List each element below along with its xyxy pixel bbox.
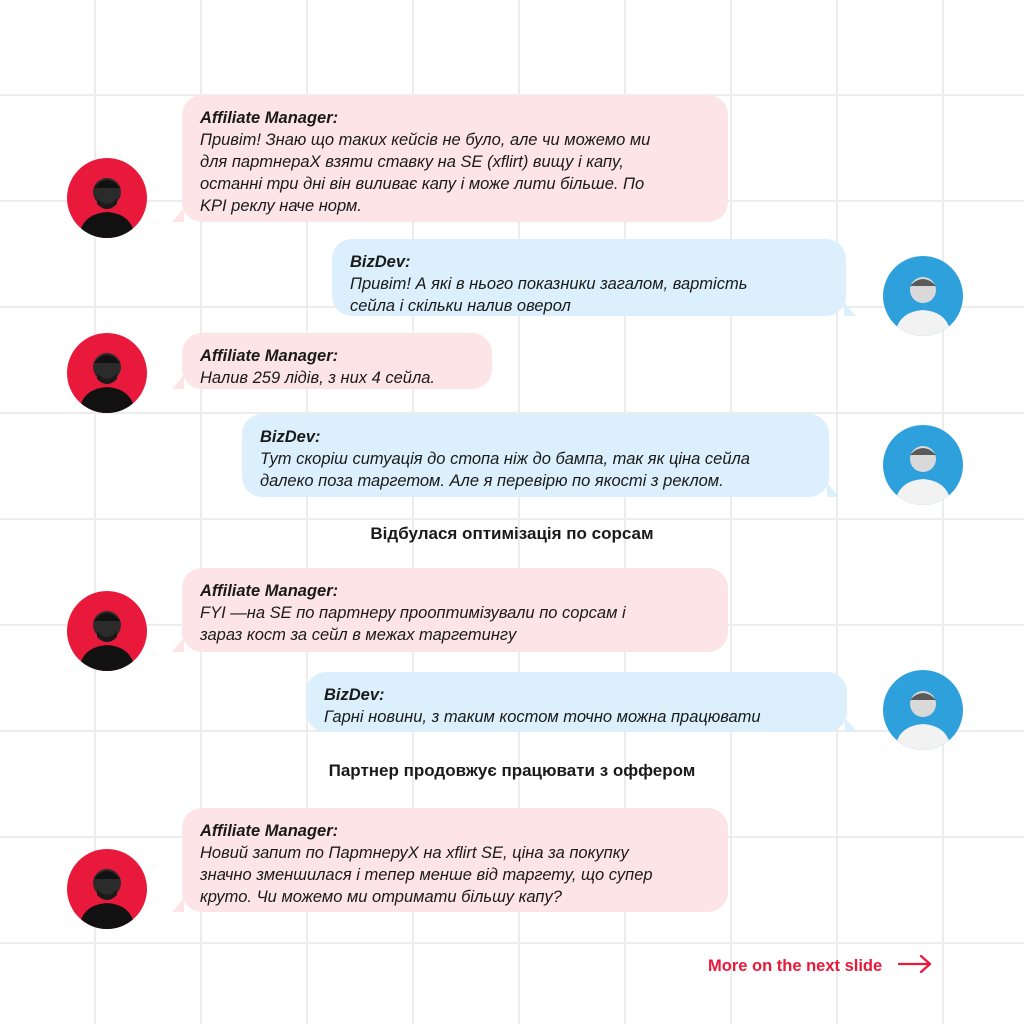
- message-bubble: [306, 672, 847, 732]
- message-sender: Affiliate Manager:: [200, 582, 339, 600]
- message-text: Привіт! А які в нього показники загалом, вартість сейла і скільки налив оверол: [350, 275, 748, 315]
- affiliate-manager-avatar: [67, 591, 147, 671]
- bizdev-avatar: [883, 256, 963, 336]
- message-text: Привіт! Знаю що таких кейсів не було, але чи можемо ми для партнераX взяти ставку на SE (xflirt) вищу і капу, останні три дні він виливає капу і може лити більше. По KPI реклу наче норм.: [200, 131, 651, 215]
- message-text: Новий запит по ПартнеруX на xflirt SE, ціна за покупку значно зменшилася і тепер менше від таргету, що супер круто. Чи можемо ми отримати більшу капу?: [200, 844, 653, 906]
- message-bubble: [242, 414, 829, 497]
- message-bubble: [182, 808, 728, 912]
- message-text: FYI —на SE по партнеру прооптимізували по сорсам і зараз кост за сейл в межах таргетингу: [200, 604, 626, 644]
- message-sender: Affiliate Manager:: [200, 109, 339, 127]
- event-caption: Партнер продовжує працювати з оффером: [328, 761, 696, 780]
- message-sender: Affiliate Manager:: [200, 347, 339, 365]
- affiliate-manager-avatar: [67, 849, 147, 929]
- message-bubble: [332, 239, 846, 316]
- next-slide-link[interactable]: [708, 955, 932, 978]
- message-text: Тут скоріш ситуація до стопа ніж до бампа, так як ціна сейла далеко поза таргетом. Але я перевірю по якості з реклом.: [260, 450, 750, 490]
- affiliate-manager-avatar: [67, 333, 147, 413]
- message-bubble: [182, 333, 492, 389]
- message-text: Налив 259 лідів, з них 4 сейла.: [200, 369, 436, 387]
- arrow-right-icon: [898, 955, 932, 978]
- message-bubble: [182, 568, 728, 652]
- message-sender: BizDev:: [350, 253, 411, 271]
- affiliate-manager-avatar: [67, 158, 147, 238]
- bizdev-avatar: [883, 425, 963, 505]
- next-slide-label: More on the next slide: [708, 957, 883, 975]
- message-text: Гарні новини, з таким костом точно можна працювати: [324, 708, 761, 726]
- message-sender: BizDev:: [324, 686, 385, 704]
- event-caption: Відбулася оптимізація по сорсам: [370, 524, 654, 543]
- message-sender: BizDev:: [260, 428, 321, 446]
- bizdev-avatar: [883, 670, 963, 750]
- message-sender: Affiliate Manager:: [200, 822, 339, 840]
- message-bubble: [182, 95, 728, 222]
